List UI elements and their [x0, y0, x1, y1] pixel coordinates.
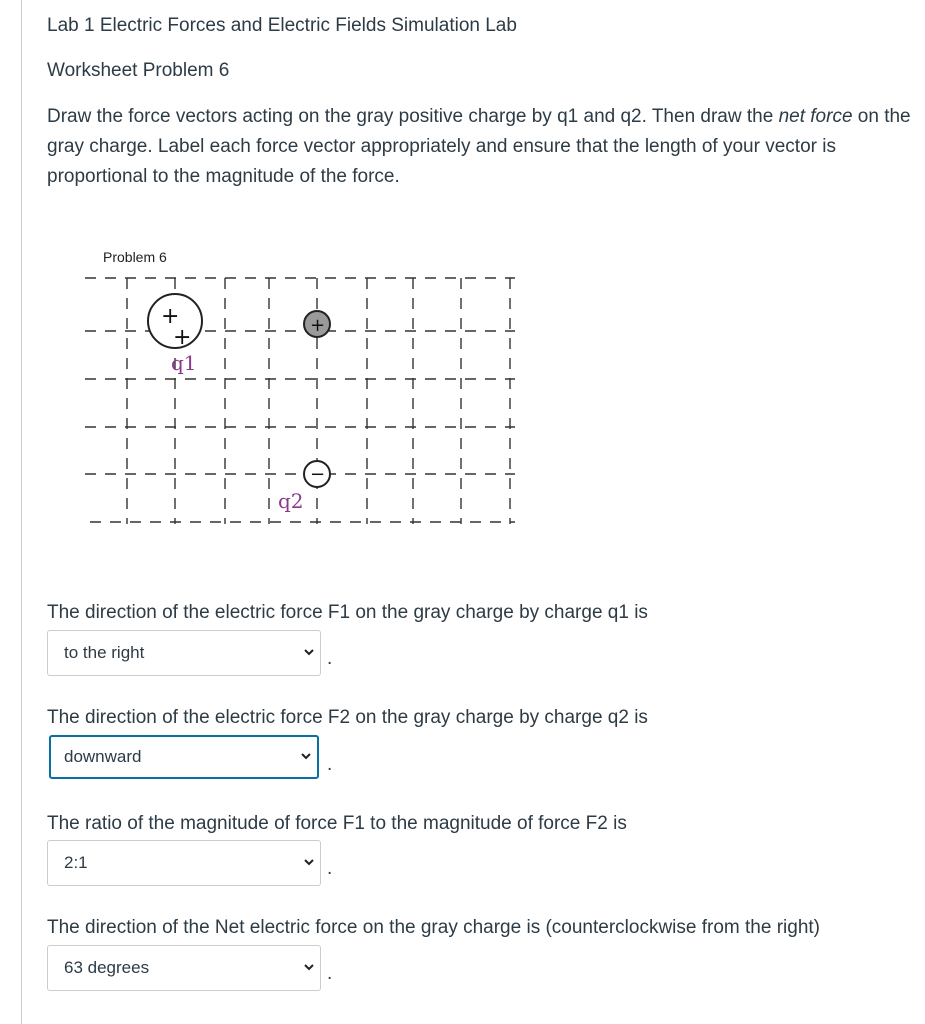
chevron-down-icon [304, 647, 314, 657]
question-1-suffix: . [327, 648, 333, 669]
question-4-selected: 63 degrees [64, 958, 150, 977]
page-title: Lab 1 Electric Forces and Electric Fields Simulation Lab [47, 15, 517, 36]
prompt-emphasis: net force [778, 106, 853, 127]
gray-positive-charge [304, 311, 330, 337]
question-3-text: The ratio of the magnitude of force F1 to the magnitude of force F2 is [47, 813, 627, 834]
q1-plus-sign-1: + [161, 304, 180, 329]
gray-charge-plus-sign: + [310, 315, 326, 336]
question-4-dropdown[interactable] [47, 945, 321, 991]
chevron-down-icon [304, 857, 314, 867]
q1-plus-sign-2: + [173, 325, 192, 350]
question-4-suffix: . [327, 963, 333, 984]
question-2-dropdown[interactable] [49, 735, 319, 779]
question-1-selected: to the right [64, 643, 145, 662]
chevron-down-icon [301, 751, 311, 761]
question-2-text: The direction of the electric force F2 on the gray charge by charge q2 is [47, 707, 648, 728]
prompt-text-1: Draw the force vectors acting on the gray positive charge by q1 and q2. Then draw the [47, 106, 779, 127]
prompt-text-2: on the gray charge. Label each force vector appropriately and ensure that the length of your vector is proportional to the magnitude of the force. [47, 106, 911, 187]
question-1-dropdown[interactable] [47, 630, 321, 676]
content-left-border [21, 0, 22, 1024]
problem-figure [85, 244, 525, 544]
charge-q2 [304, 461, 330, 487]
question-3-dropdown[interactable] [47, 840, 321, 886]
q2-label: q2 [278, 489, 304, 513]
problem-prompt [47, 102, 912, 192]
q2-minus-sign: − [310, 464, 326, 485]
question-3-suffix: . [327, 858, 333, 879]
question-4-text: The direction of the Net electric force on the gray charge is (counterclockwise from the right) [47, 917, 821, 938]
worksheet-subtitle: Worksheet Problem 6 [47, 60, 230, 81]
question-1-text: The direction of the electric force F1 on the gray charge by charge q1 is [47, 602, 648, 623]
question-2-suffix: . [327, 754, 333, 775]
question-3-selected: 2:1 [64, 853, 88, 872]
q1-label: q1 [171, 351, 197, 375]
figure-caption: Problem 6 [103, 249, 167, 265]
question-2-selected: downward [64, 747, 142, 766]
chevron-down-icon [304, 962, 314, 972]
charge-q1 [148, 294, 202, 350]
